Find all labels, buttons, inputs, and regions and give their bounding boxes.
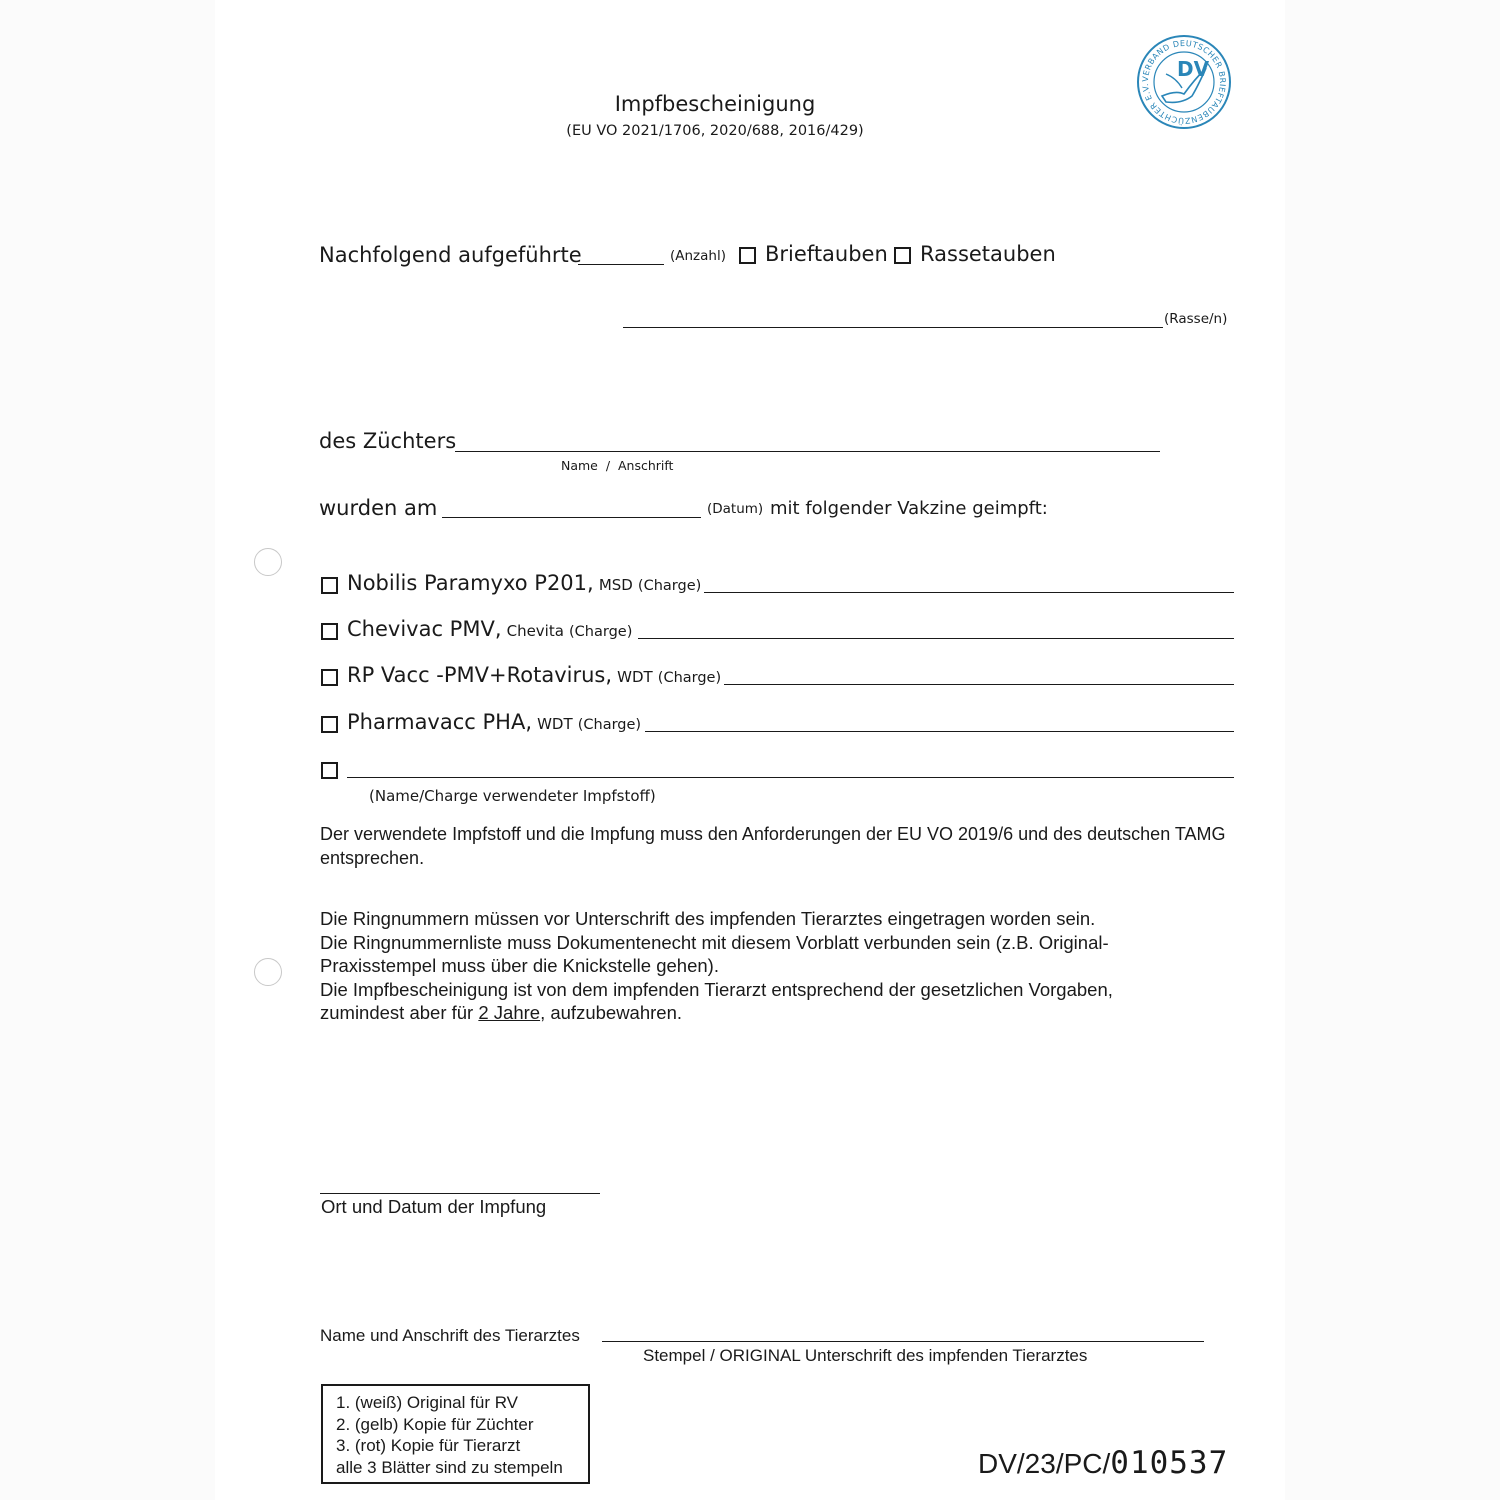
serial-number [978, 1445, 1228, 1481]
option-rassetauben-label: Rassetauben [920, 242, 1056, 266]
checkbox-vaccine-pharmavacc[interactable] [321, 716, 338, 733]
serial-digits: 010537 [1110, 1445, 1229, 1481]
copy-distribution-box [321, 1384, 590, 1484]
notice-text: , aufzubewahren. [540, 1002, 683, 1023]
punch-hole-top [254, 548, 282, 576]
vet-signature-field[interactable] [602, 1341, 1204, 1342]
pigeon-logo-icon [1136, 34, 1232, 130]
place-date-label: Ort und Datum der Impfung [321, 1196, 547, 1217]
vaccine-name: Pharmavacc PHA, [347, 710, 532, 734]
document-page [215, 0, 1285, 1500]
date-hint: (Datum) [707, 501, 764, 517]
vaccine-maker: MSD [598, 576, 633, 594]
vaccine-name: Chevivac PMV, [347, 617, 502, 641]
checkbox-rassetauben[interactable] [894, 247, 911, 264]
notice-line: Die Ringnummernliste muss Dokumentenecht mit diesem Vorblatt verbunden sein (z.B. Original-Praxisstempel muss über die Knickstelle gehen). [320, 931, 1109, 976]
charge-field-pharmavacc[interactable] [645, 731, 1234, 732]
vaccine-maker: WDT [617, 668, 653, 686]
date-label: wurden am [319, 496, 438, 520]
charge-field-nobilis[interactable] [704, 592, 1234, 593]
charge-field-rp-vacc[interactable] [724, 684, 1234, 685]
copy-line: alle 3 Blätter sind zu stempeln [336, 1457, 563, 1477]
vaccine-label [347, 617, 632, 641]
association-logo [1136, 34, 1232, 130]
checkbox-vaccine-other[interactable] [321, 762, 338, 779]
place-date-field[interactable] [320, 1193, 600, 1194]
notice-text: Die Impfbescheinigung ist von dem impfenden Tierarzt entsprechend der gesetzlichen Vorgaben, zumindest aber für [320, 978, 1113, 1023]
count-field[interactable] [578, 264, 664, 265]
logo-initials: DV [1177, 57, 1210, 81]
breed-hint: (Rasse/n) [1164, 311, 1228, 327]
charge-hint: (Charge) [637, 578, 702, 594]
notice-line [320, 978, 1200, 1025]
copy-line: 3. (rot) Kopie für Tierarzt [336, 1436, 521, 1455]
vaccine-maker: Chevita [506, 622, 564, 640]
serial-code: DV/23/PC/ [978, 1448, 1111, 1479]
retention-period: 2 Jahre [478, 1002, 541, 1023]
notice-requirements: Der verwendete Impfstoff und die Impfung muss den Anforderungen der EU VO 2019/6 und des deutschen TAMG entsprechen. [320, 824, 1226, 868]
checkbox-vaccine-rp-vacc[interactable] [321, 669, 338, 686]
breeder-field[interactable] [455, 451, 1160, 452]
other-vaccine-hint: (Name/Charge verwendeter Impfstoff) [369, 787, 656, 805]
count-hint: (Anzahl) [670, 248, 726, 264]
date-field[interactable] [442, 517, 701, 518]
checkbox-brieftauben[interactable] [739, 247, 756, 264]
punch-hole-bottom [254, 958, 282, 986]
copy-line: 1. (weiß) Original für RV [336, 1393, 519, 1412]
vet-label: Name und Anschrift des Tierarztes [320, 1326, 580, 1345]
document-title: Impfbescheinigung [614, 92, 816, 116]
vaccine-name: Nobilis Paramyxo P201, [347, 571, 594, 595]
breed-field[interactable] [623, 327, 1163, 328]
charge-hint: (Charge) [577, 717, 642, 733]
regulation-reference: (EU VO 2021/1706, 2020/688, 2016/429) [566, 123, 864, 139]
date-suffix: mit folgender Vakzine geimpft: [770, 498, 1048, 519]
intro-lead: Nachfolgend aufgeführte [319, 243, 582, 267]
vaccine-label [347, 663, 721, 687]
vaccine-label [347, 710, 641, 734]
svg-text:VERBAND DEUTSCHER BRIEFTAUBENZ: VERBAND DEUTSCHER BRIEFTAUBENZÜCHTER E.V. [1140, 38, 1228, 126]
other-vaccine-field[interactable] [347, 777, 1234, 778]
notice-ring-numbers [320, 907, 1200, 1025]
vaccine-name: RP Vacc -PMV+Rotavirus, [347, 663, 613, 687]
option-brieftauben-label: Brieftauben [765, 242, 888, 266]
breeder-label: des Züchters [319, 429, 457, 453]
notice-line: Die Ringnummern müssen vor Unterschrift des impfenden Tierarztes eingetragen worden sein. [320, 908, 1096, 929]
charge-field-chevivac[interactable] [638, 638, 1234, 639]
stamp-hint: Stempel / ORIGINAL Unterschrift des impfenden Tierarztes [643, 1346, 1088, 1365]
vaccine-maker: WDT [537, 715, 573, 733]
vaccine-label [347, 571, 701, 595]
charge-hint: (Charge) [569, 624, 633, 640]
checkbox-vaccine-chevivac[interactable] [321, 623, 338, 640]
charge-hint: (Charge) [657, 670, 722, 686]
checkbox-vaccine-nobilis[interactable] [321, 577, 338, 594]
copy-line: 2. (gelb) Kopie für Züchter [336, 1414, 534, 1434]
breeder-hint: Name / Anschrift [561, 458, 674, 473]
